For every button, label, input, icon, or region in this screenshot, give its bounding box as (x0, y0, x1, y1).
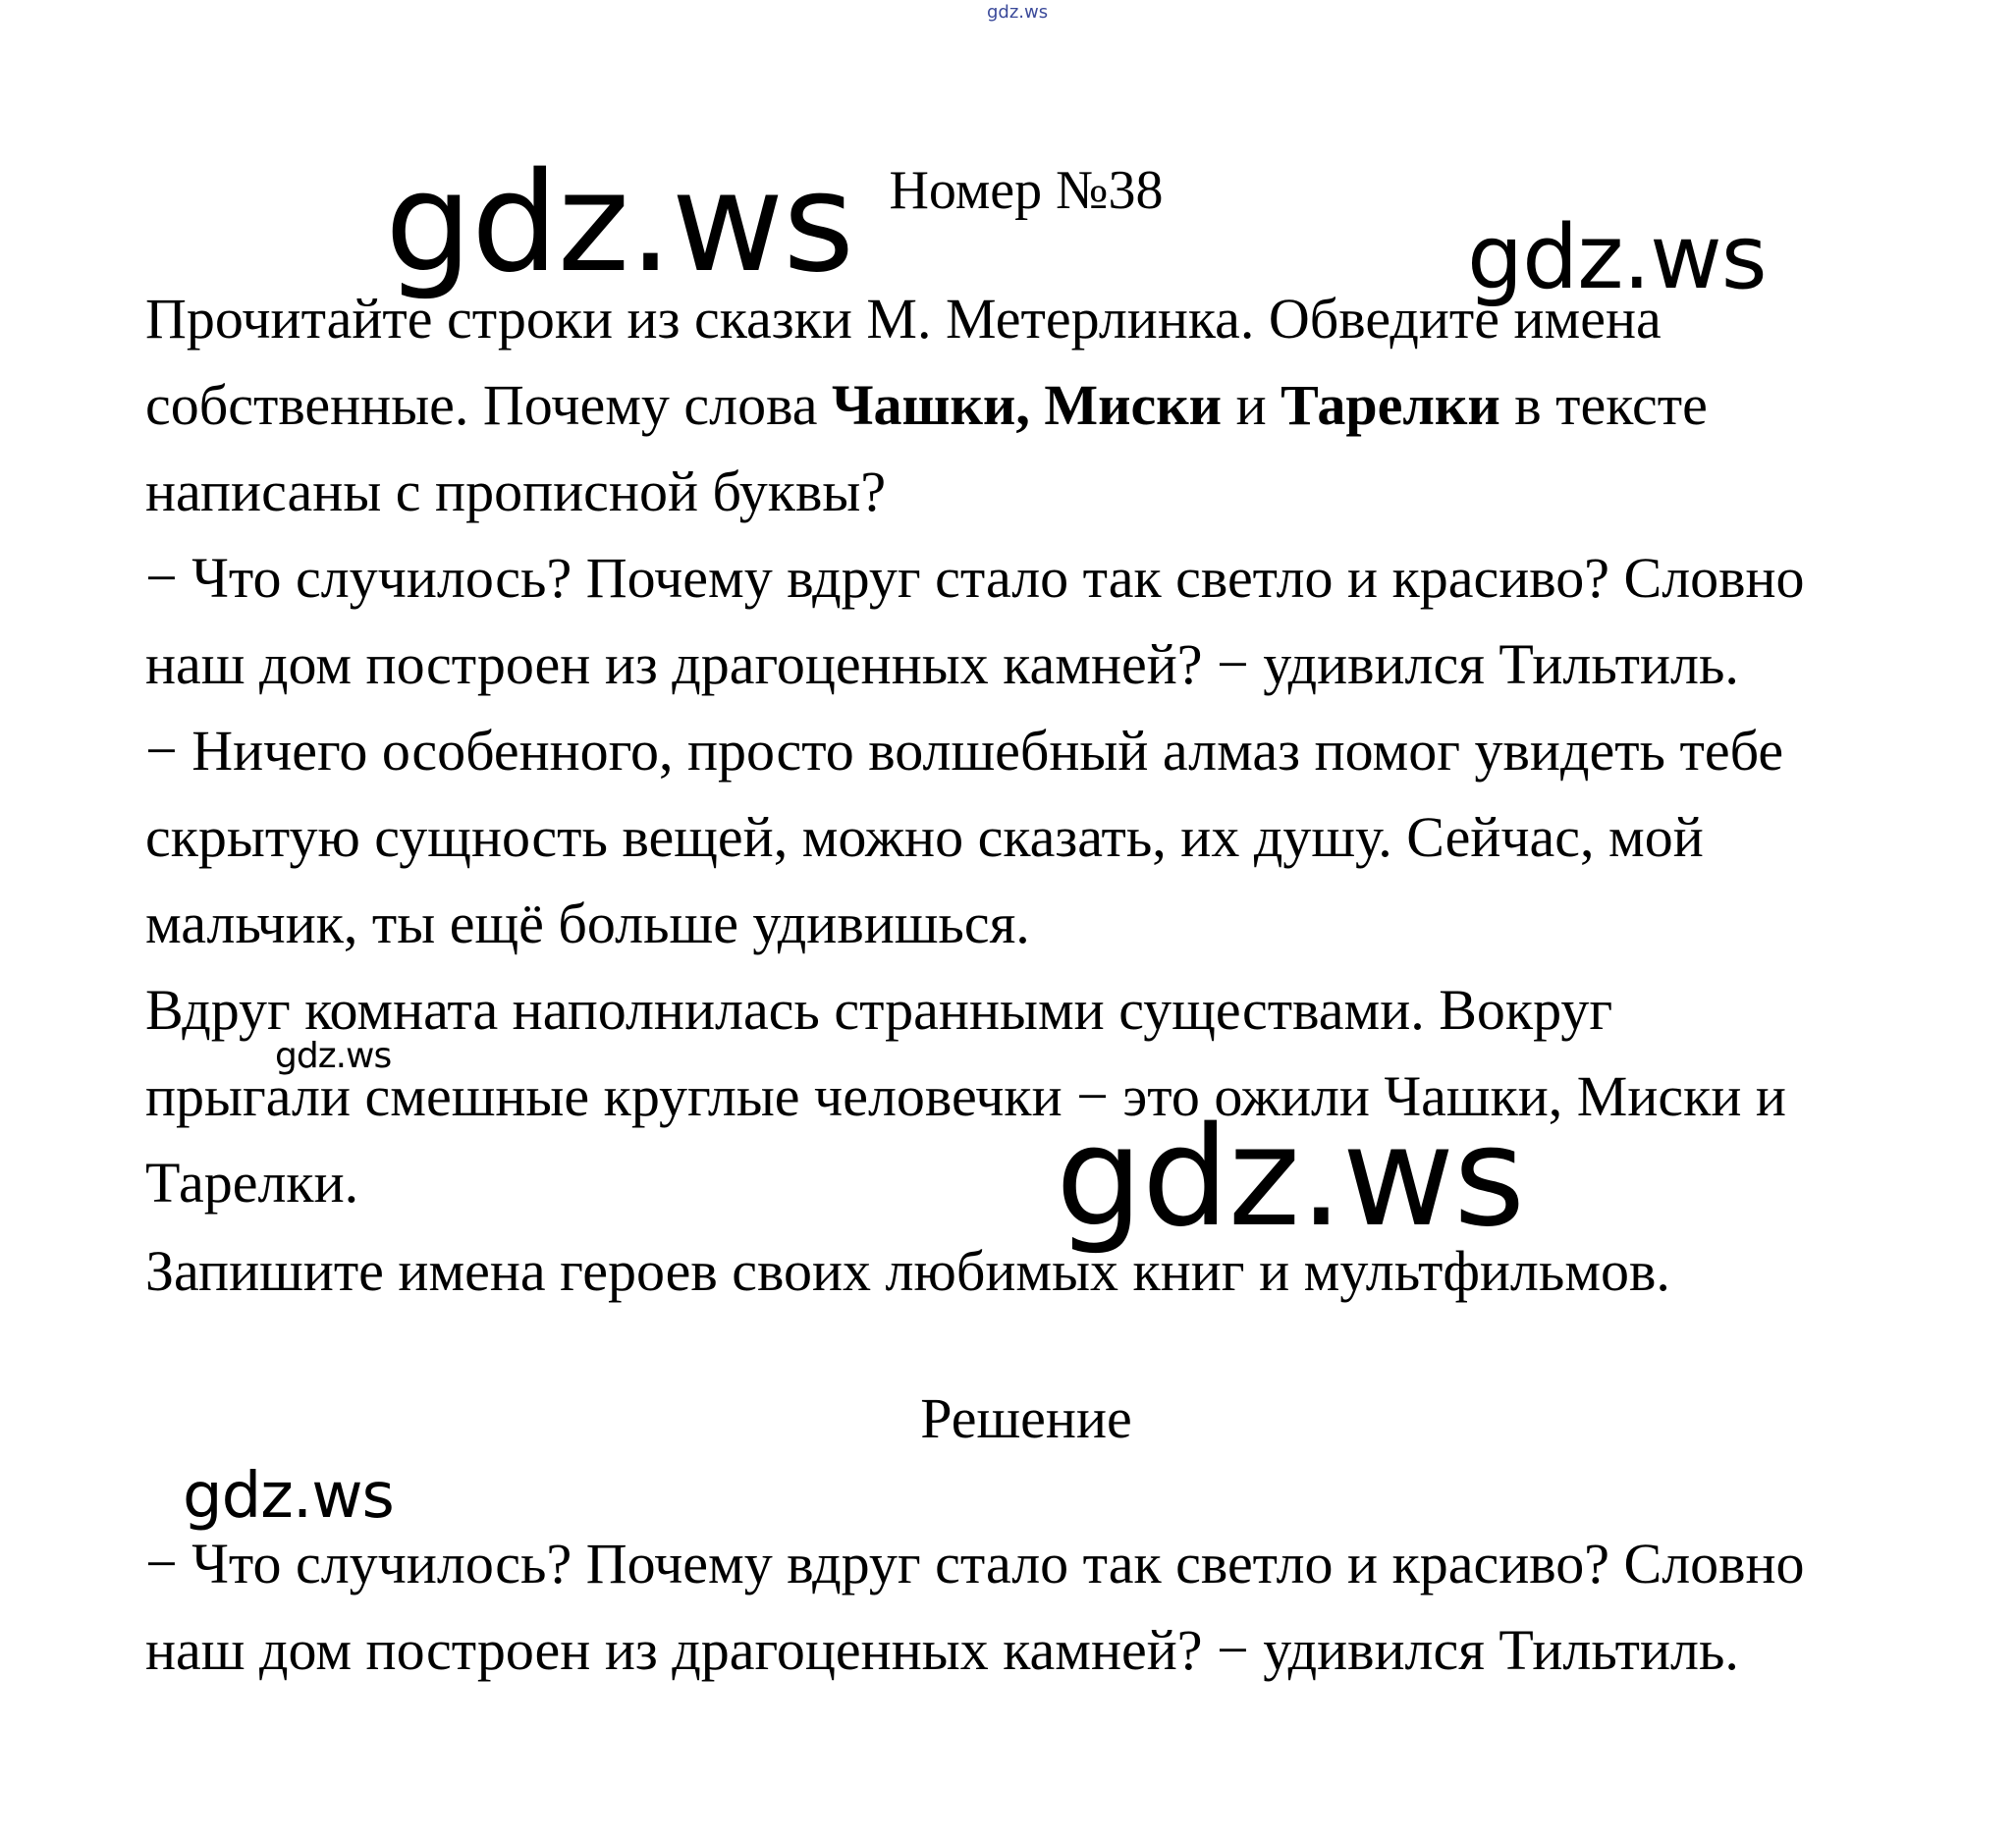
excerpt-line: скрытую сущность вещей, можно сказать, их душу. Сейчас, мой (145, 805, 1704, 869)
task-bold-words-2: Тарелки (1280, 373, 1500, 437)
task-line-2 (145, 373, 1708, 437)
task-line-1: Прочитайте строки из сказки М. Метерлинка. Обведите имена (145, 287, 1662, 351)
watermark-large-left: gdz.ws (385, 143, 854, 303)
excerpt-line: − Что случилось? Почему вдруг стало так светло и красиво? Словно (145, 546, 1805, 610)
watermark-large-center: gdz.ws (1056, 1098, 1525, 1258)
watermark-top-tiny: gdz.ws (987, 2, 1049, 23)
solution-line: − Что случилось? Почему вдруг стало так светло и красиво? Словно (145, 1532, 1805, 1595)
task-line-2-part-a: собственные. Почему слова (145, 373, 832, 437)
excerpt-line: прыгали смешные круглые человечки − это ожили Чашки, Миски и (145, 1064, 1786, 1128)
watermark-small-mid: gdz.ws (275, 1036, 392, 1076)
excerpt-line: − Ничего особенного, просто волшебный алмаз помог увидеть тебе (145, 719, 1784, 783)
page-title: Номер №38 (889, 160, 1164, 221)
task-line-2-part-c: и (1222, 373, 1281, 437)
excerpt-line: Вдруг комната наполнилась странными существами. Вокруг (145, 978, 1613, 1042)
task-2-line: Запишите имена героев своих любимых книг и мультфильмов. (145, 1239, 1670, 1303)
solution-line: наш дом построен из драгоценных камней? − удивился Тильтиль. (145, 1618, 1739, 1682)
excerpt-line: Тарелки. (145, 1151, 359, 1215)
excerpt-line: наш дом построен из драгоценных камней? − удивился Тильтиль. (145, 632, 1739, 696)
task-line-3: написаны с прописной буквы? (145, 460, 887, 523)
watermark-large-right: gdz.ws (1467, 206, 1767, 309)
task-line-2-part-e: в тексте (1499, 373, 1708, 437)
solution-heading: Решение (920, 1386, 1132, 1450)
watermark-medium-bottom: gdz.ws (183, 1460, 394, 1533)
task-bold-words-1: Чашки, Миски (831, 373, 1223, 437)
excerpt-line: мальчик, ты ещё больше удивишься. (145, 892, 1030, 955)
